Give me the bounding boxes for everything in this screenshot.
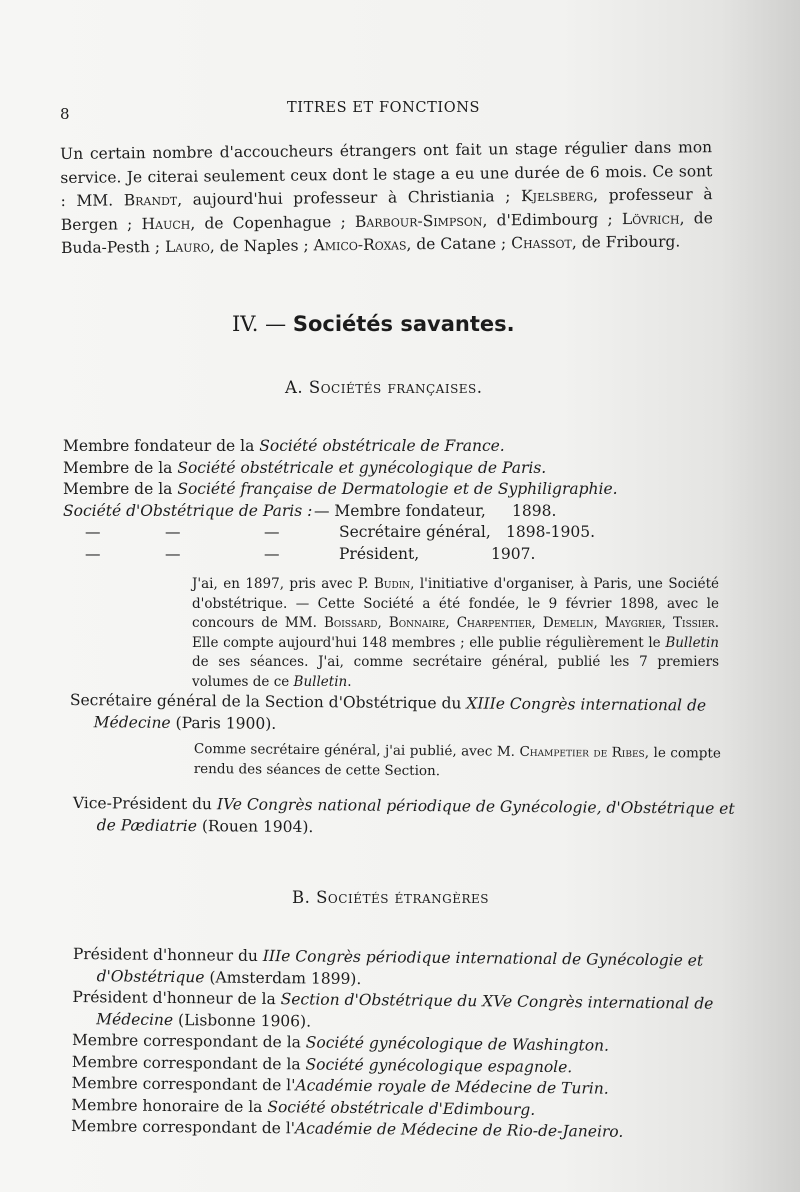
vice-president-entry: Vice-Président du IVe Congrès national périodique de Gynécologie, d'Obstétrique et de Pædiatrie (Rouen 1904). — [72, 793, 735, 836]
subheading-societes-francaises: A. Sociétés françaises. — [285, 378, 483, 397]
ditto-dash: — — [85, 544, 101, 563]
list-item: Membre correspondant de l'Académie de Médecine de Rio-de-Janeiro. — [70, 1116, 624, 1141]
person-name: Hauch — [141, 214, 191, 233]
list-item: Société d'Obstétrique de Paris : — Membre fondateur, 1898. — [63, 501, 557, 520]
list-item: Membre honoraire de la Société obstétricale d'Edimbourg. — [71, 1095, 536, 1119]
list-item: Président d'honneur du IIIe Congrès périodique international de Gynécologie et d'Obstétrique (Amsterdam 1899). — [72, 944, 704, 988]
list-item: Président d'honneur de la Section d'Obstétrique du XVe Congrès international de Médecine (Lisbonne 1906). — [72, 987, 714, 1030]
list-item: — — — Président, 1907. — [63, 544, 703, 566]
person-name: Barbour-Simpson — [354, 211, 483, 231]
list-item: Membre fondateur de la Société obstétricale de France. — [63, 437, 505, 455]
person-name: Kjelsberg — [520, 186, 594, 206]
note-paragraph: Comme secrétaire général, j'ai publié, avec M. Champetier de Ribes, le compte rendu des séances de cette Section. — [193, 740, 721, 779]
person-name: Lauro — [164, 237, 210, 256]
note-paragraph: J'ai, en 1897, pris avec P. Budin, l'initiative d'organiser, à Paris, une Société d'obstétrique. — Cette Société a été fondée, le 9 février 1898, avec le concours de MM. Boissard, Bonnaire, Charpentier, Demelin, Maygrier, Tissier. Elle compte aujourd'hui 148 membres ; elle publie régulièrement le Bulletin de ses séances. J'ai, comme secrétaire général, publié les 7 premiers volumes de ce Bulletin. — [192, 576, 719, 690]
subheading-societes-etrangeres: B. Sociétés étrangères — [292, 888, 490, 907]
ditto-dash: — — [85, 523, 101, 541]
french-societies-list — [63, 436, 703, 565]
ditto-dash: — — [165, 523, 181, 541]
ditto-dash: — — [165, 544, 181, 563]
person-name: Lövrich — [621, 209, 680, 228]
list-item: Membre de la Société obstétricale et gynécologique de Paris. — [63, 458, 547, 477]
ditto-dash: — — [264, 523, 280, 541]
secretaire-entry: Secrétaire général de la Section d'Obstétrique du XIIIe Congrès international de Médecine (Paris 1900). — [69, 690, 707, 733]
intro-paragraph: Un certain nombre d'accoucheurs étrangers ont fait un stage régulier dans mon service. Je citerai seulement ceux dont le stage a eu une durée de 6 mois. Ce sont : MM. Brandt, aujourd'hui professeur à Christiania ; Kjelsberg, professeur à Bergen ; Hauch, de Copenhague ; Barbour-Simpson, d'Edimbourg ; Lövrich, de Buda-Pesth ; Lauro, de Naples ; Amico-Roxas, de Catane ; Chassot, de Fribourg. — [60, 138, 713, 257]
section-heading: IV. — Sociétés savantes. — [232, 312, 515, 336]
list-item: — — — Secrétaire général, 1898-1905. — [63, 522, 703, 544]
ditto-dash: — — [264, 544, 280, 563]
foreign-societies-list — [71, 944, 725, 1144]
list-item: Membre correspondant de l'Académie royale de Médecine de Turin. — [71, 1073, 609, 1098]
person-name: Amico-Roxas — [313, 235, 407, 255]
list-item: Membre de la Société française de Dermatologie et de Syphiligraphie. — [63, 480, 618, 498]
person-name: Chassot — [511, 233, 572, 253]
running-title: TITRES ET FONCTIONS — [287, 100, 481, 116]
person-name: Brandt — [123, 190, 178, 210]
list-item: Membre correspondant de la Société gynécologique espagnole. — [71, 1052, 573, 1076]
page-number: 8 — [60, 105, 70, 123]
list-item: Membre correspondant de la Société gynécologique de Washington. — [71, 1030, 610, 1055]
